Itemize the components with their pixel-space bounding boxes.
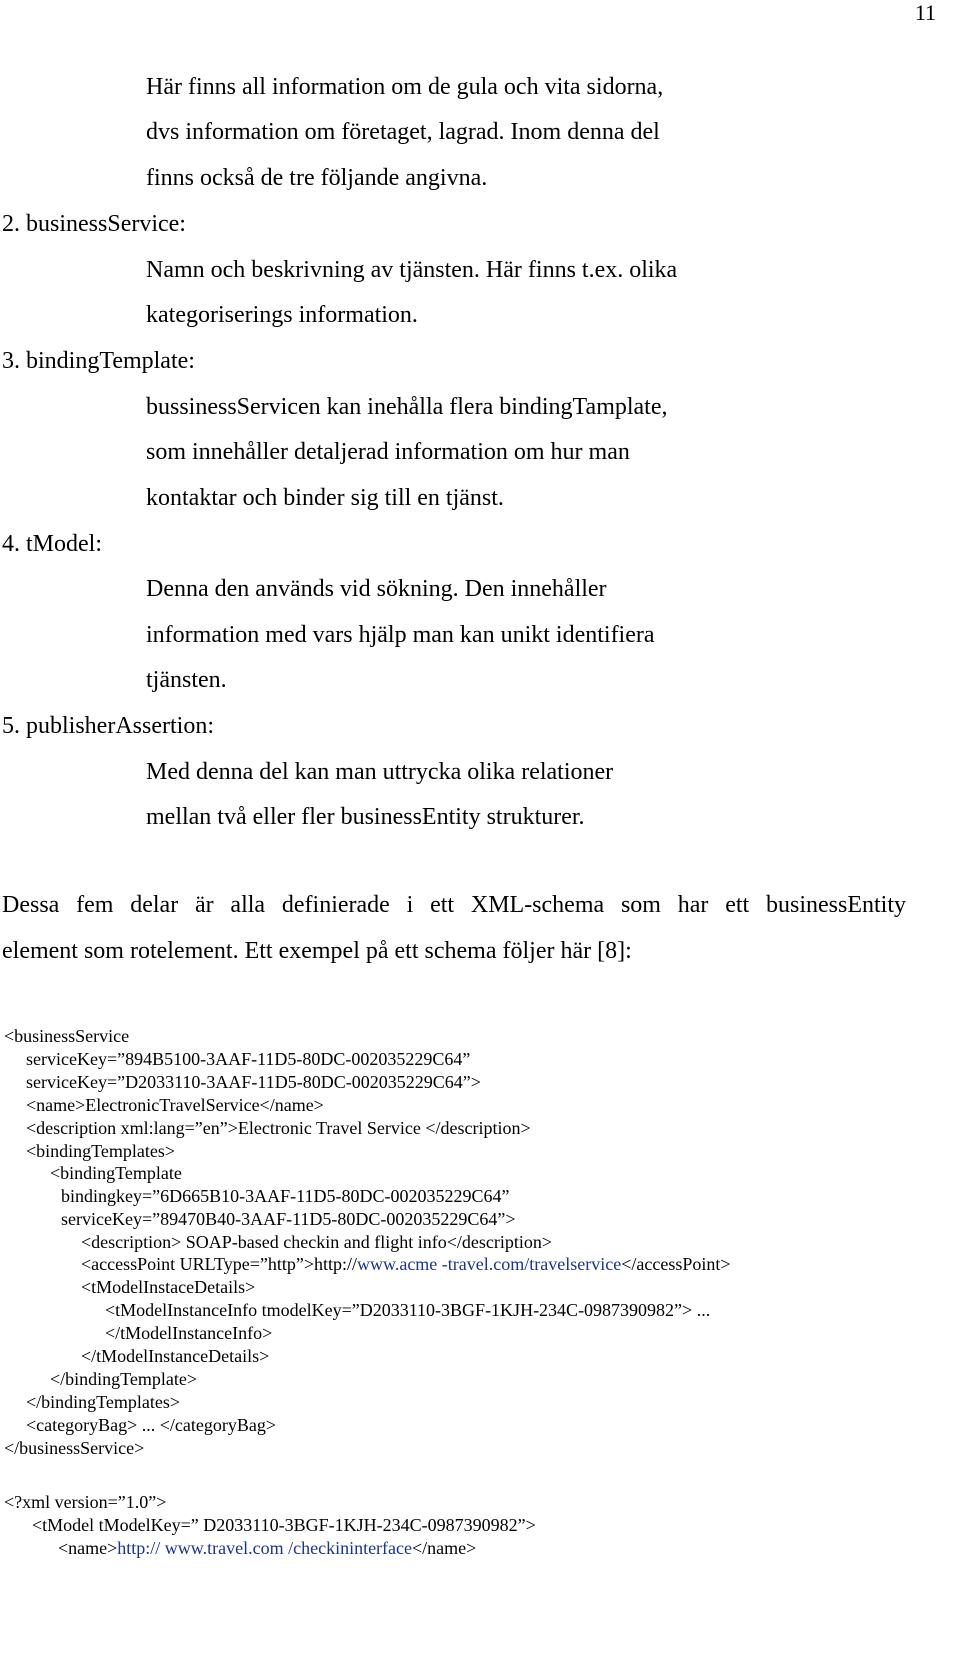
code-line-access-point — [81, 1253, 731, 1275]
page-number: 11 — [914, 0, 936, 25]
code-line: </tModelInstanceInfo> — [105, 1323, 273, 1343]
name-close: </name> — [412, 1538, 477, 1558]
code-line: serviceKey=”D2033110-3AAF-11D5-80DC-002035229C64”> — [26, 1072, 481, 1092]
definition-line: tjänsten. — [146, 667, 227, 693]
definition-line: Med denna del kan man uttrycka olika relationer — [146, 759, 614, 785]
tmodel-open: <tModel tModelKey=” — [32, 1515, 199, 1535]
definition-line: mellan två eller fler businessEntity strukturer. — [146, 804, 585, 830]
intro-line: finns också de tre följande angivna. — [146, 165, 488, 191]
code-line: serviceKey=”89470B40-3AAF-11D5-80DC-002035229C64”> — [61, 1209, 516, 1229]
code-line: </tModelInstanceDetails> — [81, 1346, 270, 1366]
code-line: bindingkey=”6D665B10-3AAF-11D5-80DC-002035229C64” — [61, 1186, 510, 1206]
code-line: </bindingTemplates> — [26, 1392, 181, 1412]
paragraph-line — [2, 890, 906, 920]
definition-line: information med vars hjälp man kan unikt identifiera — [146, 622, 655, 648]
access-point-open: <accessPoint URLType=”http”>http:// — [81, 1254, 357, 1274]
code-line: <?xml version=”1.0”> — [4, 1492, 167, 1512]
access-point-close: </accessPoint> — [621, 1254, 731, 1274]
code-line: <bindingTemplate — [50, 1163, 182, 1183]
code-line: <tModelInstanceInfo tmodelKey=”D2033110-3BGF-1KJH-234C-0987390982”> ... — [105, 1300, 711, 1320]
code-line-name — [58, 1537, 476, 1559]
term-publisher-assertion: 5. publisherAssertion: — [2, 713, 214, 739]
name-open: <name> — [58, 1538, 118, 1558]
intro-line: Här finns all information om de gula och vita sidorna, — [146, 74, 664, 100]
code-line: <description> SOAP-based checkin and flight info</description> — [81, 1232, 553, 1252]
code-line: <description xml:lang=”en”>Electronic Travel Service </description> — [26, 1118, 531, 1138]
access-point-link[interactable]: www.acme -travel.com/travelservice — [357, 1254, 622, 1274]
paragraph-line-2: element som rotelement. Ett exempel på ett schema följer här [8]: — [2, 938, 632, 964]
definition-line: som innehåller detaljerad information om hur man — [146, 439, 630, 465]
code-line-tmodel — [32, 1514, 536, 1536]
intro-line: dvs information om företaget, lagrad. Inom denna del — [146, 119, 660, 145]
code-line: </bindingTemplate> — [50, 1369, 198, 1389]
definition-line: Denna den används vid sökning. Den innehåller — [146, 576, 607, 602]
paragraph-line-1: Dessa fem delar är alla definierade i ett XML-schema som har ett businessEntity — [2, 892, 906, 918]
tmodel-key: D2033110-3BGF-1KJH-234C-0987390982”> — [203, 1515, 536, 1535]
code-line: serviceKey=”894B5100-3AAF-11D5-80DC-002035229C64” — [26, 1049, 471, 1069]
definition-line: bussinessServicen kan inehålla flera bindingTamplate, — [146, 394, 668, 420]
definition-line: Namn och beskrivning av tjänsten. Här finns t.ex. olika — [146, 257, 678, 283]
code-line: <bindingTemplates> — [26, 1141, 176, 1161]
definition-line: kontaktar och binder sig till en tjänst. — [146, 485, 504, 511]
code-line: <name>ElectronicTravelService</name> — [26, 1095, 324, 1115]
term-binding-template: 3. bindingTemplate: — [2, 348, 195, 374]
definition-line: kategoriserings information. — [146, 302, 418, 328]
term-business-service: 2. businessService: — [2, 211, 186, 237]
code-line: <tModelInstaceDetails> — [81, 1277, 256, 1297]
code-line: </businessService> — [4, 1438, 145, 1458]
name-link[interactable]: http:// www.travel.com /checkininterface — [117, 1538, 413, 1558]
term-tmodel: 4. tModel: — [2, 531, 102, 557]
code-line: <businessService — [4, 1026, 130, 1046]
code-line: <categoryBag> ... </categoryBag> — [26, 1415, 277, 1435]
